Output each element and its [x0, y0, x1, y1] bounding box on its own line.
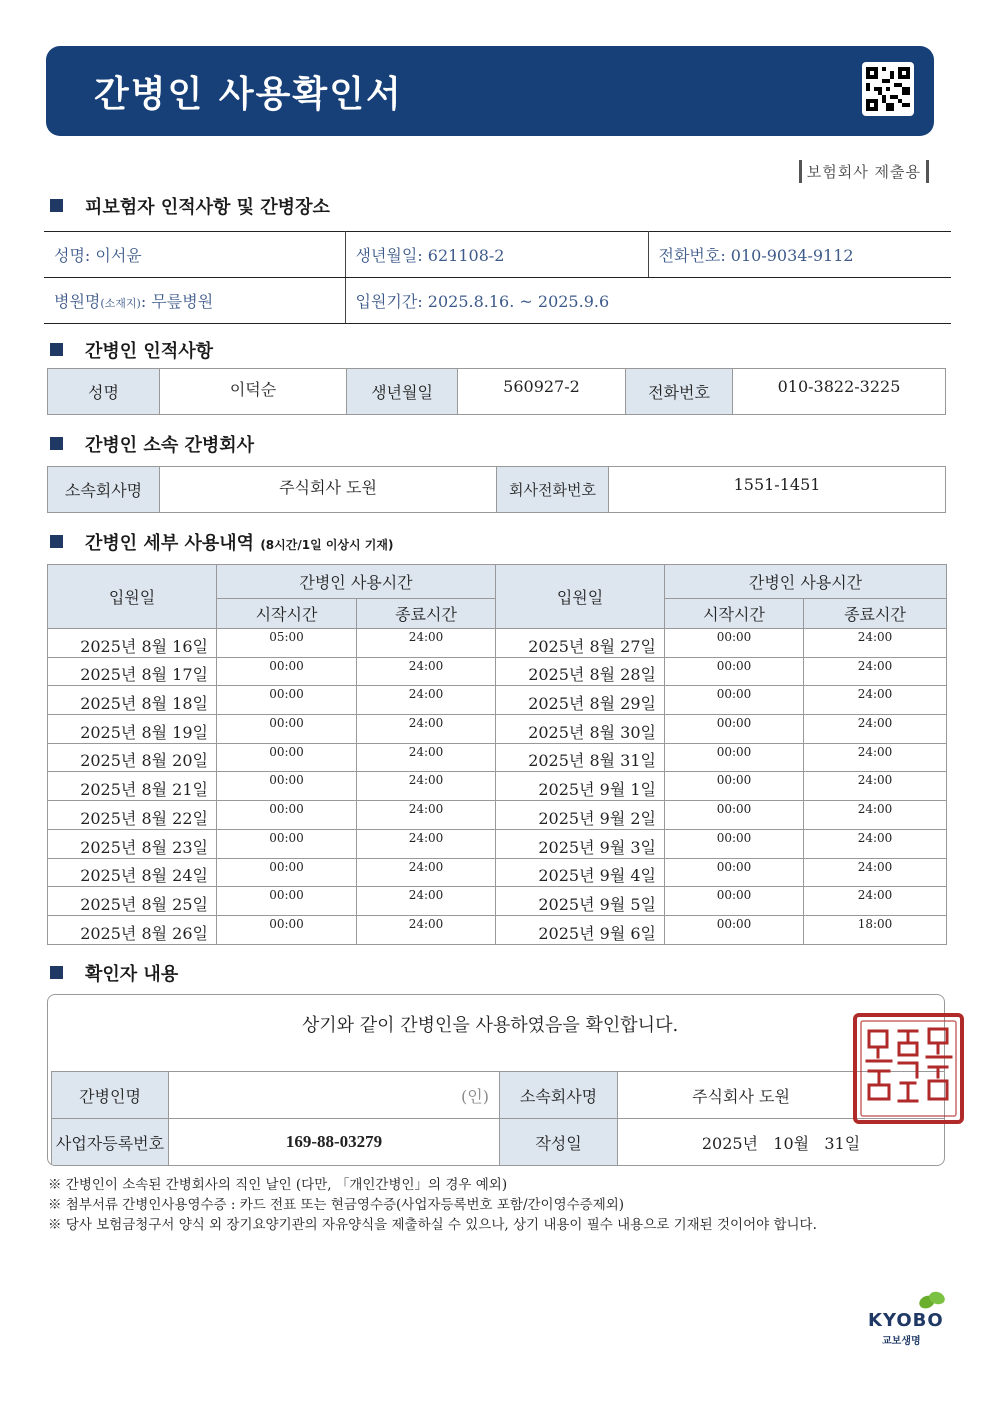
insured-birth: 생년월일: 621108-2	[345, 232, 648, 278]
usage-date: 2025년 8월 17일	[48, 657, 217, 686]
caregiver-info-table	[47, 368, 946, 415]
usage-end-time: 24:00	[357, 829, 496, 858]
hospital-name: 병원명(소재지): 무릎병원	[44, 278, 345, 324]
table-row	[48, 915, 947, 944]
usage-end-time: 24:00	[357, 772, 496, 801]
written-date: 2025년 10월 31일	[618, 1119, 945, 1166]
usage-date: 2025년 8월 16일	[48, 629, 217, 658]
usage-date: 2025년 9월 1일	[496, 772, 665, 801]
confirmation-statement: 상기와 같이 간병인을 사용하였음을 확인합니다.	[301, 1015, 679, 1036]
usage-end-time: 24:00	[804, 772, 947, 801]
table-row	[48, 772, 947, 801]
table-row	[48, 858, 947, 887]
usage-end-time: 24:00	[357, 715, 496, 744]
usage-start-time: 00:00	[217, 829, 357, 858]
usage-date: 2025년 8월 29일	[496, 686, 665, 715]
usage-end-time: 24:00	[357, 686, 496, 715]
usage-date: 2025년 8월 23일	[48, 829, 217, 858]
table-row	[48, 887, 947, 916]
company-seal-stamp-icon	[851, 1011, 966, 1126]
usage-date: 2025년 8월 24일	[48, 858, 217, 887]
usage-end-time: 24:00	[804, 743, 947, 772]
usage-start-time: 00:00	[217, 801, 357, 830]
usage-start-time: 00:00	[665, 829, 804, 858]
company-phone-label: 회사전화번호	[497, 467, 609, 513]
usage-start-time: 00:00	[665, 887, 804, 916]
insured-info-table	[44, 231, 951, 324]
usage-date: 2025년 9월 4일	[496, 858, 665, 887]
usage-date: 2025년 8월 30일	[496, 715, 665, 744]
table-row	[48, 629, 947, 658]
leaf-logo-icon	[918, 1290, 946, 1312]
usage-start-time: 00:00	[665, 715, 804, 744]
caregiver-name-label: 성명	[48, 369, 160, 415]
footnotes	[48, 1175, 817, 1235]
bullet-square-icon	[50, 966, 63, 979]
usage-date: 2025년 9월 2일	[496, 801, 665, 830]
page-title: 간병인 사용확인서	[94, 74, 403, 115]
usage-end-time: 24:00	[357, 743, 496, 772]
usage-start-time: 00:00	[217, 858, 357, 887]
usage-start-time: 00:00	[217, 657, 357, 686]
usage-end-time: 24:00	[357, 915, 496, 944]
usage-start-time: 00:00	[217, 715, 357, 744]
written-date-label: 작성일	[500, 1119, 618, 1166]
col-header-end: 종료시간	[804, 599, 947, 629]
confirmation-table	[51, 1071, 945, 1166]
usage-end-time: 24:00	[357, 858, 496, 887]
usage-start-time: 00:00	[665, 801, 804, 830]
table-row	[48, 829, 947, 858]
usage-start-time: 00:00	[665, 686, 804, 715]
usage-date: 2025년 8월 28일	[496, 657, 665, 686]
usage-detail-table	[47, 564, 947, 945]
usage-date: 2025년 8월 22일	[48, 801, 217, 830]
usage-end-time: 18:00	[804, 915, 947, 944]
caregiver-signature-field	[169, 1072, 500, 1119]
caregiver-name: 이덕순	[160, 369, 347, 415]
usage-end-time: 24:00	[804, 686, 947, 715]
col-header-date: 입원일	[48, 565, 217, 629]
logo-subtext: 교보생명	[882, 1336, 921, 1347]
seal-mark: (인)	[461, 1086, 489, 1106]
usage-date: 2025년 8월 19일	[48, 715, 217, 744]
usage-end-time: 24:00	[804, 629, 947, 658]
company-name: 주식회사 도원	[160, 467, 497, 513]
regno-label: 사업자등록번호	[52, 1119, 169, 1166]
table-row	[48, 657, 947, 686]
col-header-time: 간병인 사용시간	[665, 565, 947, 599]
insured-phone: 전화번호: 010-9034-9112	[648, 232, 951, 278]
section-heading-insured: 피보험자 인적사항 및 간병장소	[50, 193, 330, 219]
usage-start-time: 00:00	[665, 657, 804, 686]
title-banner	[46, 46, 934, 136]
usage-date: 2025년 8월 31일	[496, 743, 665, 772]
col-header-start: 시작시간	[217, 599, 357, 629]
section-heading-confirm: 확인자 내용	[50, 960, 178, 986]
caregiver-phone-label: 전화번호	[626, 369, 733, 415]
usage-end-time: 24:00	[804, 829, 947, 858]
usage-start-time: 00:00	[665, 629, 804, 658]
bullet-square-icon	[50, 437, 63, 450]
admission-period: 입원기간: 2025.8.16. ~ 2025.9.6	[345, 278, 951, 324]
col-header-date: 입원일	[496, 565, 665, 629]
usage-date: 2025년 9월 6일	[496, 915, 665, 944]
col-header-end: 종료시간	[357, 599, 496, 629]
col-header-start: 시작시간	[665, 599, 804, 629]
caregiver-birth-label: 생년월일	[347, 369, 458, 415]
section-heading-caregiver: 간병인 인적사항	[50, 337, 213, 363]
footnote: ※ 첨부서류 간병인사용영수증 : 카드 전표 또는 현금영수증(사업자등록번호 포함/간이영수증제외)	[48, 1197, 625, 1213]
usage-date: 2025년 8월 27일	[496, 629, 665, 658]
usage-end-time: 24:00	[357, 629, 496, 658]
table-row	[48, 715, 947, 744]
usage-date: 2025년 8월 26일	[48, 915, 217, 944]
table-row	[48, 801, 947, 830]
company-phone: 1551-1451	[609, 467, 946, 513]
usage-date: 2025년 8월 20일	[48, 743, 217, 772]
usage-end-time: 24:00	[357, 887, 496, 916]
footnote: ※ 당사 보험금청구서 양식 외 장기요양기관의 자유양식을 제출하실 수 있으나, 상기 내용이 필수 내용으로 기재된 것이어야 합니다.	[48, 1217, 817, 1233]
usage-start-time: 00:00	[217, 686, 357, 715]
usage-start-time: 05:00	[217, 629, 357, 658]
table-row	[48, 743, 947, 772]
qr-code-icon	[862, 62, 914, 116]
caregiver-phone: 010-3822-3225	[733, 369, 946, 415]
footnote: ※ 간병인이 소속된 간병회사의 직인 날인 (다만, 「개인간병인」의 경우 예외)	[48, 1177, 508, 1193]
caregiver-birth: 560927-2	[458, 369, 626, 415]
usage-start-time: 00:00	[665, 772, 804, 801]
confirm-company-label: 소속회사명	[500, 1072, 618, 1119]
usage-end-time: 24:00	[357, 657, 496, 686]
logo-wordmark: KYOBO	[868, 1310, 944, 1331]
usage-date: 2025년 8월 18일	[48, 686, 217, 715]
usage-date: 2025년 8월 21일	[48, 772, 217, 801]
confirmation-box	[47, 994, 945, 1166]
usage-start-time: 00:00	[217, 772, 357, 801]
usage-end-time: 24:00	[804, 715, 947, 744]
confirm-company-name: 주식회사 도원	[618, 1072, 945, 1119]
usage-start-time: 00:00	[217, 915, 357, 944]
usage-date: 2025년 8월 25일	[48, 887, 217, 916]
usage-end-time: 24:00	[804, 887, 947, 916]
usage-start-time: 00:00	[665, 858, 804, 887]
usage-date: 2025년 9월 5일	[496, 887, 665, 916]
bullet-square-icon	[50, 199, 63, 212]
bullet-square-icon	[50, 343, 63, 356]
usage-date: 2025년 9월 3일	[496, 829, 665, 858]
usage-end-time: 24:00	[804, 657, 947, 686]
caregiver-signer-label: 간병인명	[52, 1072, 169, 1119]
table-row	[48, 686, 947, 715]
usage-end-time: 24:00	[357, 801, 496, 830]
section-heading-detail: 간병인 세부 사용내역 (8시간/1일 이상시 기재)	[50, 529, 393, 555]
usage-end-time: 24:00	[804, 801, 947, 830]
usage-start-time: 00:00	[665, 915, 804, 944]
usage-start-time: 00:00	[217, 887, 357, 916]
copy-purpose-label: 보험회사 제출용	[799, 160, 929, 183]
usage-start-time: 00:00	[217, 743, 357, 772]
company-info-table	[47, 466, 946, 513]
insured-name: 성명: 이서윤	[44, 232, 345, 278]
usage-end-time: 24:00	[804, 858, 947, 887]
usage-start-time: 00:00	[665, 743, 804, 772]
regno-value: 169-88-03279	[169, 1119, 500, 1166]
kyobo-logo	[868, 1290, 948, 1350]
bullet-square-icon	[50, 535, 63, 548]
col-header-time: 간병인 사용시간	[217, 565, 496, 599]
section-heading-company: 간병인 소속 간병회사	[50, 431, 254, 457]
company-name-label: 소속회사명	[48, 467, 160, 513]
